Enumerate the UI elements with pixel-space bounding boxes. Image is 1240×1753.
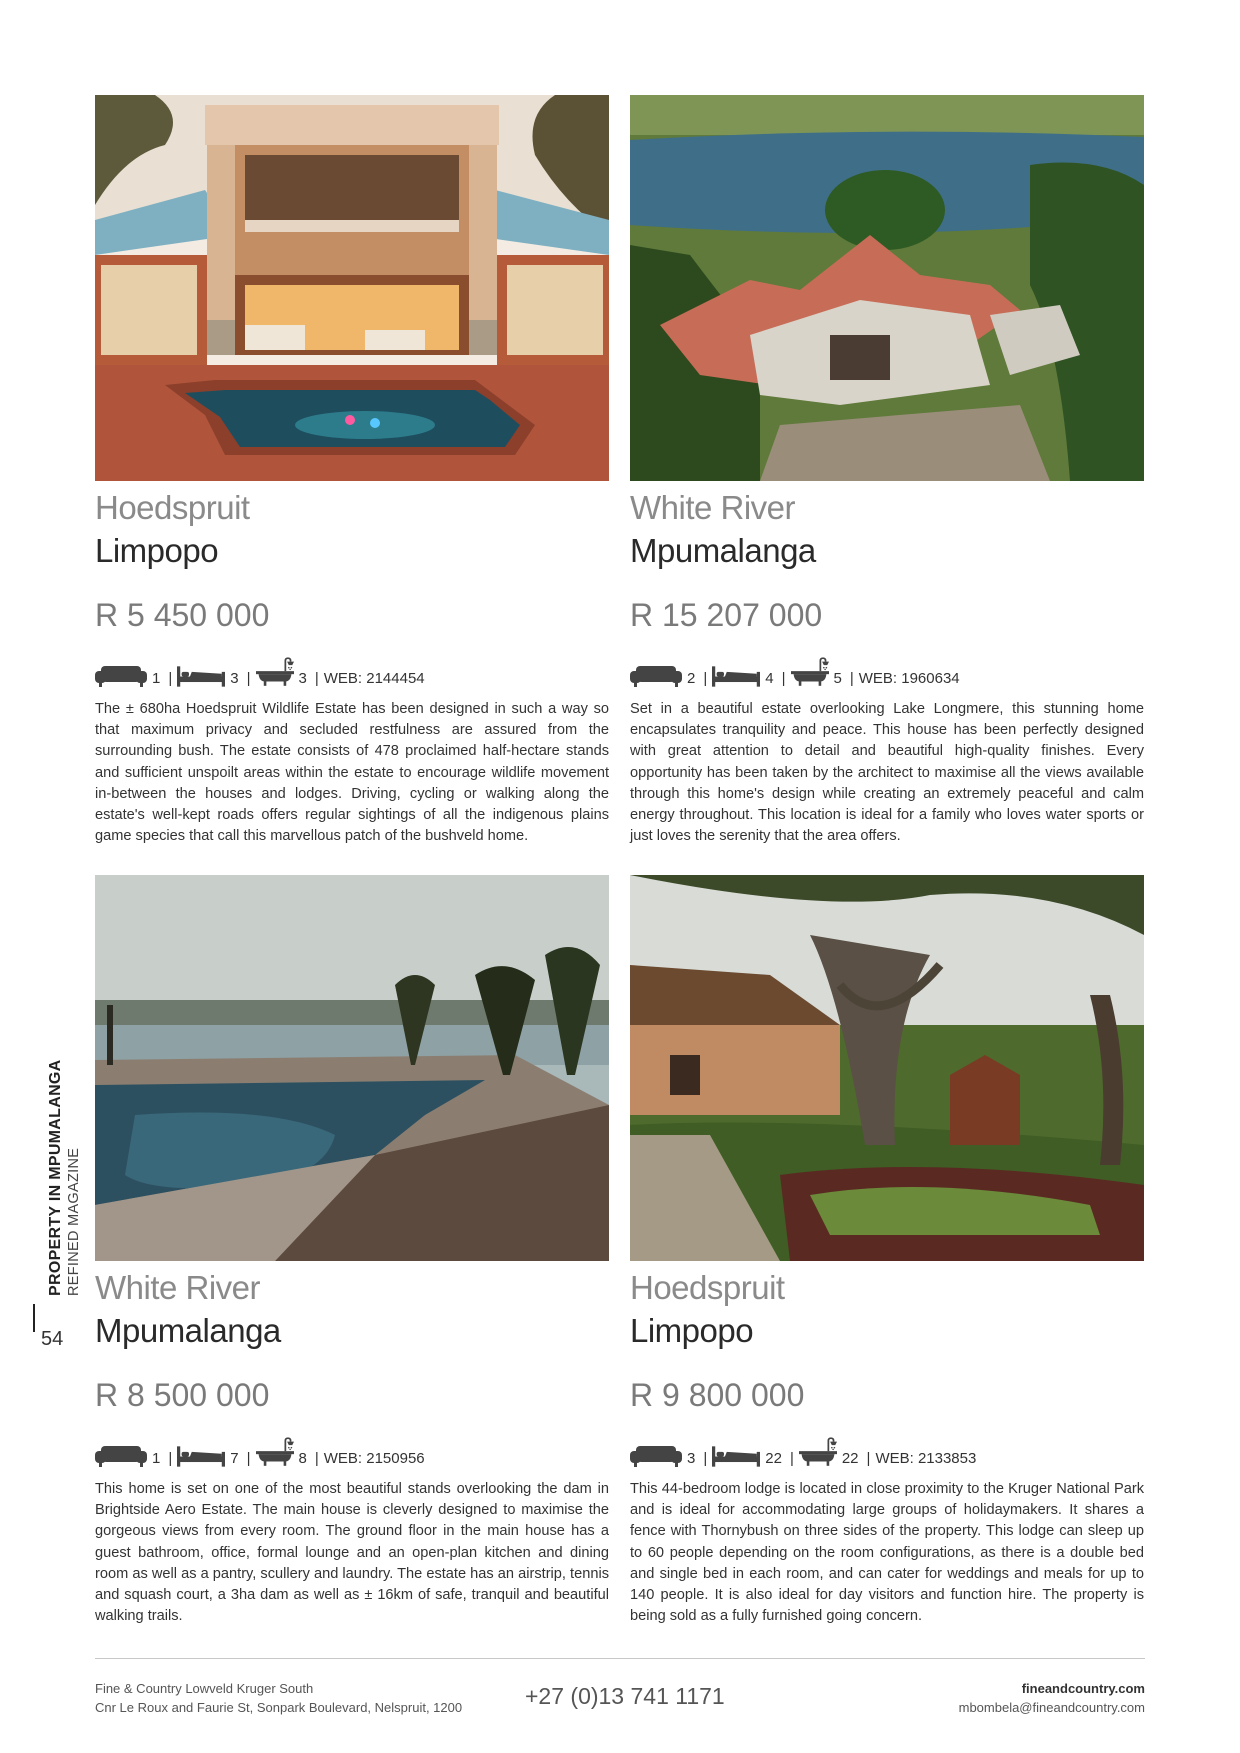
footer-office (95, 1679, 462, 1717)
listing-price: R 8 500 000 (95, 1377, 270, 1413)
lounge-count: 2 (687, 670, 696, 687)
website-link[interactable]: fineandcountry.com (1021, 1681, 1145, 1696)
listing-specs: 2 | 4 | 5 | WEB: 1960634 (630, 657, 960, 687)
web-reference: WEB: 2150956 (323, 1450, 425, 1467)
page-number: 54 (41, 1328, 64, 1350)
bedroom-count: 7 (230, 1450, 239, 1467)
sidebar-divider (33, 1304, 35, 1332)
listing-specs: 1 | 3 | 3 | WEB: 2144454 (95, 657, 425, 687)
listing-specs: 1 | 7 | 8 | WEB: 2150956 (95, 1437, 425, 1467)
property-photo-1 (95, 95, 609, 481)
listing-city: Hoedspruit (630, 1269, 785, 1306)
lounge-count: 1 (152, 1450, 161, 1467)
listing-price: R 5 450 000 (95, 597, 270, 633)
bathroom-count: 5 (833, 670, 842, 687)
property-photo-3 (95, 875, 609, 1261)
sofa-icon (630, 663, 682, 687)
listing-description: This 44-bedroom lodge is located in close proximity to the Kruger National Park and is ideal for accommodating large groups of holidaymakers. It shares a fence with Thornybush on three sides of the property. This lodge can sleep up to 60 people depending on the room configurations, as there is a double bed and single bed in each room, and can cater for weddings and meals for up to 140 people. It is also ideal for day visitors and function hire. The property is being sold as a fully furnished going concern. (630, 1481, 1144, 1625)
section-title-main: PROPERTY IN MPUMALANGA (47, 1059, 64, 1296)
bath-icon (256, 657, 294, 687)
listing-price: R 9 800 000 (630, 1377, 805, 1413)
listing-price: R 15 207 000 (630, 597, 823, 633)
web-reference: WEB: 2144454 (323, 670, 425, 687)
section-title (47, 1059, 83, 1296)
bathroom-count: 22 (841, 1450, 859, 1467)
bathroom-count: 3 (298, 670, 307, 687)
lounge-count: 1 (152, 670, 161, 687)
bed-icon (177, 666, 225, 687)
bedroom-count: 3 (230, 670, 239, 687)
property-photo-2 (630, 95, 1144, 481)
sofa-icon (95, 1443, 147, 1467)
listing-description: Set in a beautiful estate overlooking Lake Longmere, this stunning home encapsulates tranquility and peace. This house has been perfectly designed with great attention to detail and beautiful high-quality finishes. Every opportunity has been taken by the architect to maximise all the views available through this home's design while creating an extremely peaceful and calm energy throughout. This location is ideal for a family who loves water sports or just loves the serenity that the area offers. (630, 701, 1144, 845)
bedroom-count: 22 (765, 1450, 782, 1467)
listing-region: Limpopo (95, 532, 219, 569)
web-reference: WEB: 2133853 (875, 1450, 977, 1467)
bedroom-count: 4 (765, 670, 774, 687)
office-address: Cnr Le Roux and Faurie St, Sonpark Boulevard, Nelspruit, 1200 (95, 1700, 463, 1715)
footer-divider (95, 1658, 1145, 1659)
bed-icon (712, 666, 760, 687)
lounge-count: 3 (687, 1450, 696, 1467)
bath-icon (799, 1437, 837, 1467)
magazine-name: REFINED MAGAZINE (66, 1147, 82, 1296)
sofa-icon (95, 663, 147, 687)
bathroom-count: 8 (298, 1450, 307, 1467)
listing-description: This home is set on one of the most beautiful stands overlooking the dam in Brightside Aero Estate. The main house is cleverly designed to maximise the gorgeous views from every room. The ground floor in the main house has a guest bathroom, office, formal lounge and an open-plan kitchen and dining room as well as a pantry, scullery and laundry. The estate has an airstrip, tennis and squash court, a 3ha dam as well as ± 16km of safe, tranquil and beautiful walking trails. (95, 1481, 609, 1625)
bath-icon (791, 657, 829, 687)
property-photo-4 (630, 875, 1144, 1261)
listing-city: White River (95, 1269, 261, 1306)
listing-specs: 3 | 22 | 22 | WEB: 2133853 (630, 1437, 976, 1467)
listing-city: Hoedspruit (95, 489, 250, 526)
web-reference: WEB: 1960634 (858, 670, 960, 687)
listing-region: Mpumalanga (630, 532, 816, 569)
footer-contact (845, 1679, 1145, 1717)
listing-city: White River (630, 489, 796, 526)
bath-icon (256, 1437, 294, 1467)
bed-icon (712, 1446, 760, 1467)
sofa-icon (630, 1443, 682, 1467)
email-link[interactable]: mbombela@fineandcountry.com (958, 1700, 1145, 1715)
listing-region: Mpumalanga (95, 1312, 281, 1349)
bed-icon (177, 1446, 225, 1467)
office-name: Fine & Country Lowveld Kruger South (95, 1681, 314, 1696)
listing-region: Limpopo (630, 1312, 754, 1349)
footer-phone[interactable]: +27 (0)13 741 1171 (525, 1683, 725, 1709)
listing-description: The ± 680ha Hoedspruit Wildlife Estate has been designed in such a way so that maximum privacy and secluded restfulness are assured from the surrounding bush. The estate consists of 478 proclaimed half-hectare stands and sufficient unspoilt areas within the estate to encourage wildlife movement in-between the houses and lodges. Driving, cycling or walking along the estate's well-kept roads offers regular sightings of all the indigenous plains game species that call this marvellous patch of the bushveld home. (95, 701, 609, 845)
